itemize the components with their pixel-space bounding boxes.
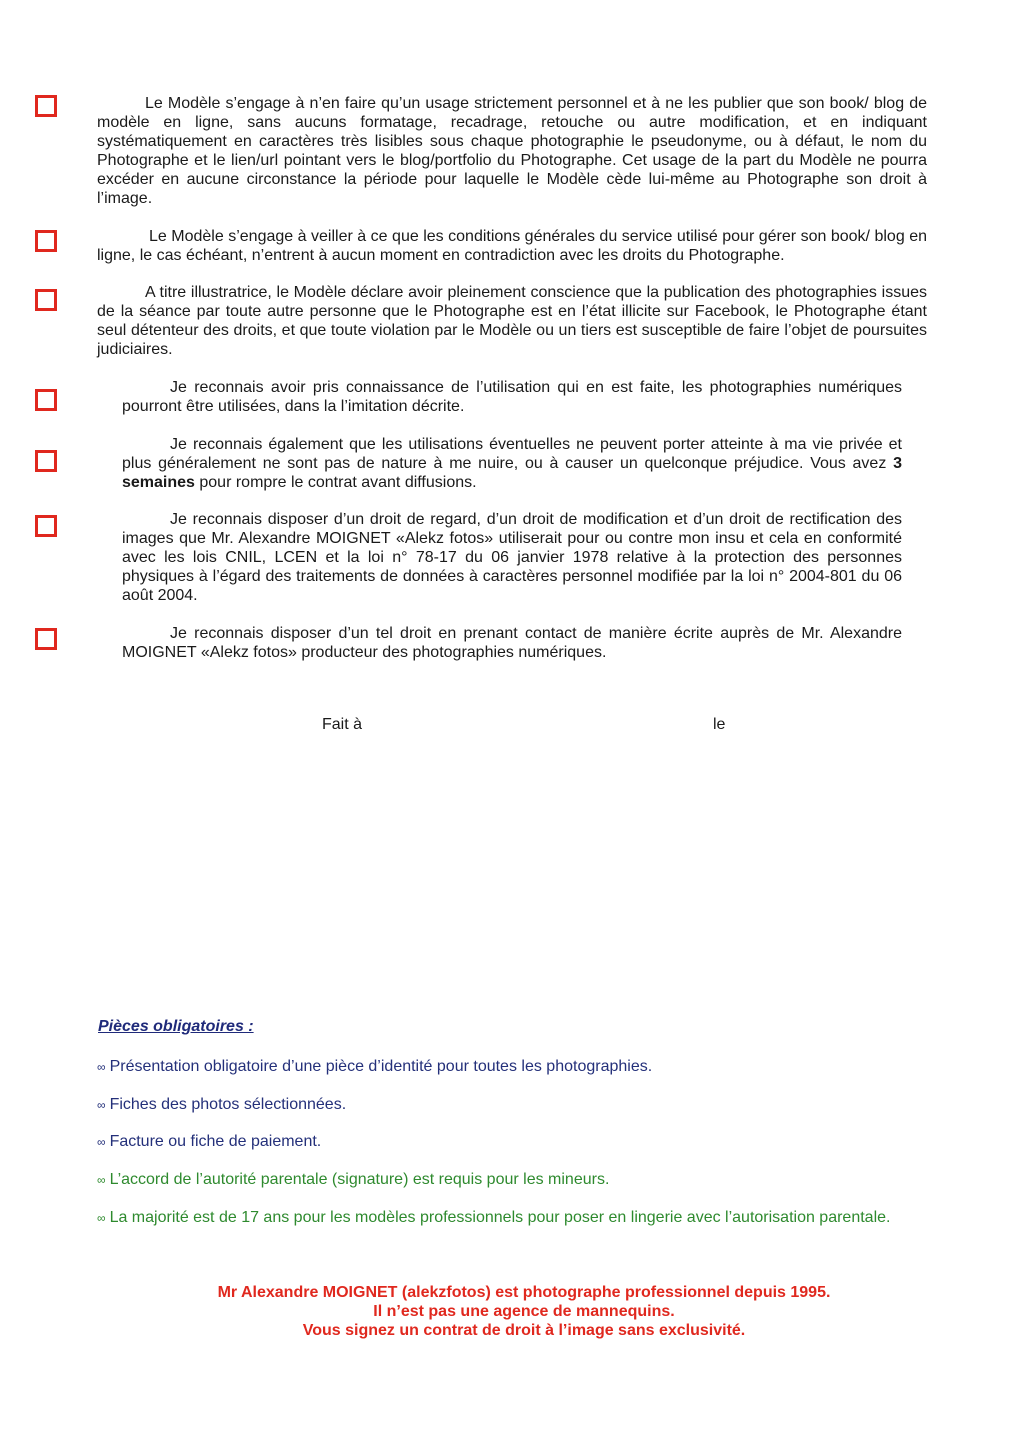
consent-checkbox-3[interactable] — [35, 289, 57, 311]
consent-checkbox-2[interactable] — [35, 230, 57, 252]
footer-line-1: Mr Alexandre MOIGNET (alekzfotos) est photographe professionnel depuis 1995. — [217, 1284, 831, 1301]
required-item-5: ∞ La majorité est de 17 ans pour les modèles professionnels pour poser en lingerie avec l’autorisation parentale. — [97, 1209, 891, 1226]
consent-checkbox-1[interactable] — [35, 95, 57, 117]
infinity-bullet-icon: ∞ — [97, 1173, 106, 1187]
infinity-bullet-icon: ∞ — [97, 1135, 106, 1149]
infinity-bullet-icon: ∞ — [97, 1211, 106, 1225]
signature-date-label: le — [713, 716, 726, 733]
clause-paragraph-5: Je reconnais également que les utilisations éventuelles ne peuvent porter atteinte à ma vie privée et plus généralement ne sont pas de nature à me nuire, ou à causer un quelconque préjudice. Vous avez 3 semaines pour rompre le contrat avant diffusions. — [122, 436, 903, 491]
clause-paragraph-2: Le Modèle s’engage à veiller à ce que les conditions générales du service utilisé pour gérer son book/ blog en ligne, le cas échéant, n’entrent à aucun moment en contradiction avec les droits du Photographe. — [97, 228, 927, 264]
required-item-3: ∞ Facture ou fiche de paiement. — [97, 1133, 322, 1150]
required-item-1: ∞ Présentation obligatoire d’une pièce d’identité pour toutes les photographies. — [97, 1058, 653, 1075]
consent-checkbox-5[interactable] — [35, 450, 57, 472]
clause-paragraph-7: Je reconnais disposer d’un tel droit en prenant contact de manière écrite auprès de Mr. Alexandre MOIGNET «Alekz fotos» producteur des photographies numériques. — [122, 625, 902, 661]
clause-paragraph-4: Je reconnais avoir pris connaissance de l’utilisation qui en est faite, les photographies numériques pourront être utilisées, dans la l’imitation décrite. — [122, 379, 902, 415]
required-item-4: ∞ L’accord de l’autorité parentale (signature) est requis pour les mineurs. — [97, 1171, 610, 1188]
footer-line-2: Il n’est pas une agence de mannequins. — [373, 1303, 675, 1320]
clause-paragraph-6: Je reconnais disposer d’un droit de regard, d’un droit de modification et d’un droit de rectification des images que Mr. Alexandre MOIGNET «Alekz fotos» utiliserait pour ou contre mon insu et cela en conformité avec les lois CNIL, LCEN et la loi n° 78-17 du 06 janvier 1978 relative à la protection des personnes physiques à l’égard des traitements de données à caractères personnel modifiée par la loi n° 2004-801 du 06 août 2004. — [122, 511, 902, 604]
required-documents-title: Pièces obligatoires : — [98, 1018, 254, 1035]
clause-paragraph-3: A titre illustratrice, le Modèle déclare avoir pleinement conscience que la publication des photographies issues de la séance par toute autre personne que le Photographe est en l’état illicite sur Facebook, le Photographe étant seul détenteur des droits, et que toute violation par le Modèle ou un tiers est susceptible de faire l’objet de poursuites judiciaires. — [97, 284, 927, 358]
footer-notice — [0, 1283, 1024, 1340]
footer-line-3: Vous signez un contrat de droit à l’image sans exclusivité. — [302, 1322, 746, 1339]
delay-prefix: Vous avez — [810, 455, 894, 472]
consent-checkbox-4[interactable] — [35, 389, 57, 411]
infinity-bullet-icon: ∞ — [97, 1060, 106, 1074]
consent-checkbox-7[interactable] — [35, 628, 57, 650]
consent-checkbox-6[interactable] — [35, 515, 57, 537]
signature-place-label: Fait à — [322, 716, 363, 733]
required-item-2: ∞ Fiches des photos sélectionnées. — [97, 1096, 347, 1113]
delay-duration: 3 semaines — [122, 455, 903, 491]
clause-paragraph-1: Le Modèle s’engage à n’en faire qu’un usage strictement personnel et à ne les publier que son book/ blog de modèle en ligne, sans aucuns formatage, recadrage, retouche ou autre modification, et en indiquant systématiquement en caractères très lisibles sous chaque photographie le pseudonyme, ou à défaut, le nom du Photographe et le lien/url pointant vers le blog/portfolio du Photographe. Cet usage de la part du Modèle ne pourra excéder en aucune circonstance la période pour laquelle le Modèle cède lui-même au Photographe son droit à l’image. — [97, 95, 927, 207]
delay-suffix: pour rompre le contrat avant diffusions. — [194, 474, 477, 491]
infinity-bullet-icon: ∞ — [97, 1098, 106, 1112]
